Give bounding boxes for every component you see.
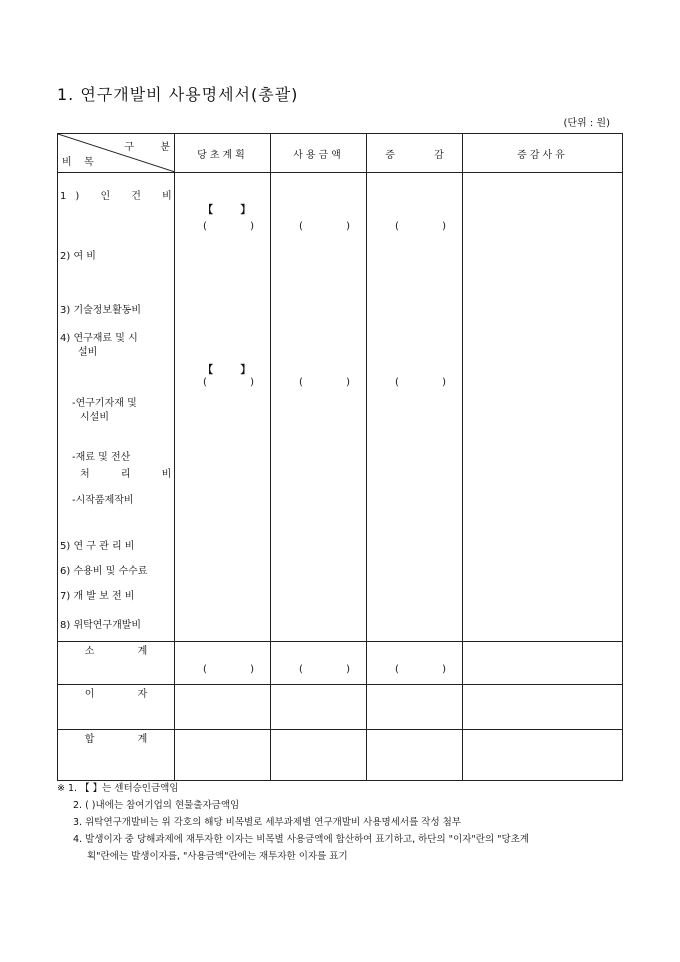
total-planned <box>175 730 271 781</box>
diag-gu: 구 <box>124 142 134 153</box>
reason-column <box>463 173 623 642</box>
item-outsource: 8) 위탁연구개발비 <box>60 620 142 631</box>
interest-change <box>367 685 463 730</box>
item-travel: 2) 여 비 <box>60 251 96 262</box>
total-row <box>58 730 623 781</box>
item-mgmt: 5) 연 구 관 리 비 <box>60 541 135 552</box>
total-label: 합 계 <box>58 730 175 781</box>
material-planned-paren: ( ) <box>203 377 274 388</box>
expense-table <box>57 133 623 781</box>
item-equip-line1: -연구기자재 및 <box>72 398 137 409</box>
labor-approved-bracket: 【 】 <box>203 205 263 216</box>
col-planned: 당초계획 <box>175 134 271 173</box>
interest-used <box>271 685 367 730</box>
item-fees: 6) 수용비 및 수수료 <box>60 566 148 577</box>
note-4-cont: 획"란에는 발생이자를, "사용금액"란에는 재투자한 이자를 표기 <box>87 851 348 862</box>
item-material-line1: 4) 연구재료 및 시 <box>60 333 138 344</box>
interest-row <box>58 685 623 730</box>
subtotal-planned: ( ) <box>175 642 271 685</box>
interest-planned <box>175 685 271 730</box>
col-reason: 증감사유 <box>463 134 623 173</box>
note-2: 2. ( )내에는 참여기업의 현물출자금액임 <box>73 800 240 811</box>
subtotal-row <box>58 642 623 685</box>
total-reason <box>463 730 623 781</box>
interest-reason <box>463 685 623 730</box>
total-change <box>367 730 463 781</box>
diag-bun: 분 <box>160 142 170 153</box>
diagonal-line <box>58 134 175 172</box>
interest-label: 이 자 <box>58 685 175 730</box>
material-change-paren: ( ) <box>395 377 466 388</box>
diag-mok: 목 <box>84 157 94 168</box>
subtotal-reason <box>463 642 623 685</box>
total-used <box>271 730 367 781</box>
col-used: 사용금액 <box>271 134 367 173</box>
header-row <box>58 134 623 173</box>
item-supply-line1: -재료 및 전산 <box>72 452 131 463</box>
material-used-paren: ( ) <box>299 377 370 388</box>
note-1: ※ 1. 【 】는 센터승인금액임 <box>57 783 179 794</box>
col-change: 증 감 <box>367 134 463 173</box>
item-equip-line2: 시설비 <box>80 412 109 423</box>
item-supply-line2: 처 리 비 <box>80 469 186 480</box>
note-4: 4. 발생이자 중 당해과제에 재투자한 이자는 비목별 사용금액에 합산하여 표기하고, 하단의 "이자"란의 "당초계 <box>73 834 530 845</box>
planned-column <box>175 173 274 642</box>
item-material-line2: 설비 <box>78 347 98 358</box>
material-approved-bracket: 【 】 <box>203 365 263 376</box>
subtotal-label: 소 계 <box>58 642 175 685</box>
labor-used-paren: ( ) <box>299 221 370 232</box>
subtotal-change: ( ) <box>367 642 463 685</box>
body-row <box>58 173 623 642</box>
notes <box>57 780 529 865</box>
subtotal-used: ( ) <box>271 642 367 685</box>
diag-bi: 비 <box>62 157 72 168</box>
page-title: 1. 연구개발비 사용명세서(총괄) <box>57 85 299 104</box>
item-column <box>58 173 186 642</box>
item-labor: 1) 인 건 비 <box>60 191 181 202</box>
labor-change-paren: ( ) <box>395 221 466 232</box>
item-dev: 7) 개 발 보 전 비 <box>60 591 135 602</box>
diagonal-header-cell <box>58 134 175 173</box>
item-tech: 3) 기술정보활동비 <box>60 305 142 316</box>
unit-label: (단위 : 원) <box>563 118 610 129</box>
note-3: 3. 위탁연구개발비는 위 각호의 해당 비목별로 세부과제별 연구개발비 사용명세서를 작성 첨부 <box>73 817 461 828</box>
used-column <box>271 173 370 642</box>
change-column <box>367 173 466 642</box>
item-prototype: -시작품제작비 <box>72 495 134 506</box>
labor-planned-paren: ( ) <box>203 221 274 232</box>
